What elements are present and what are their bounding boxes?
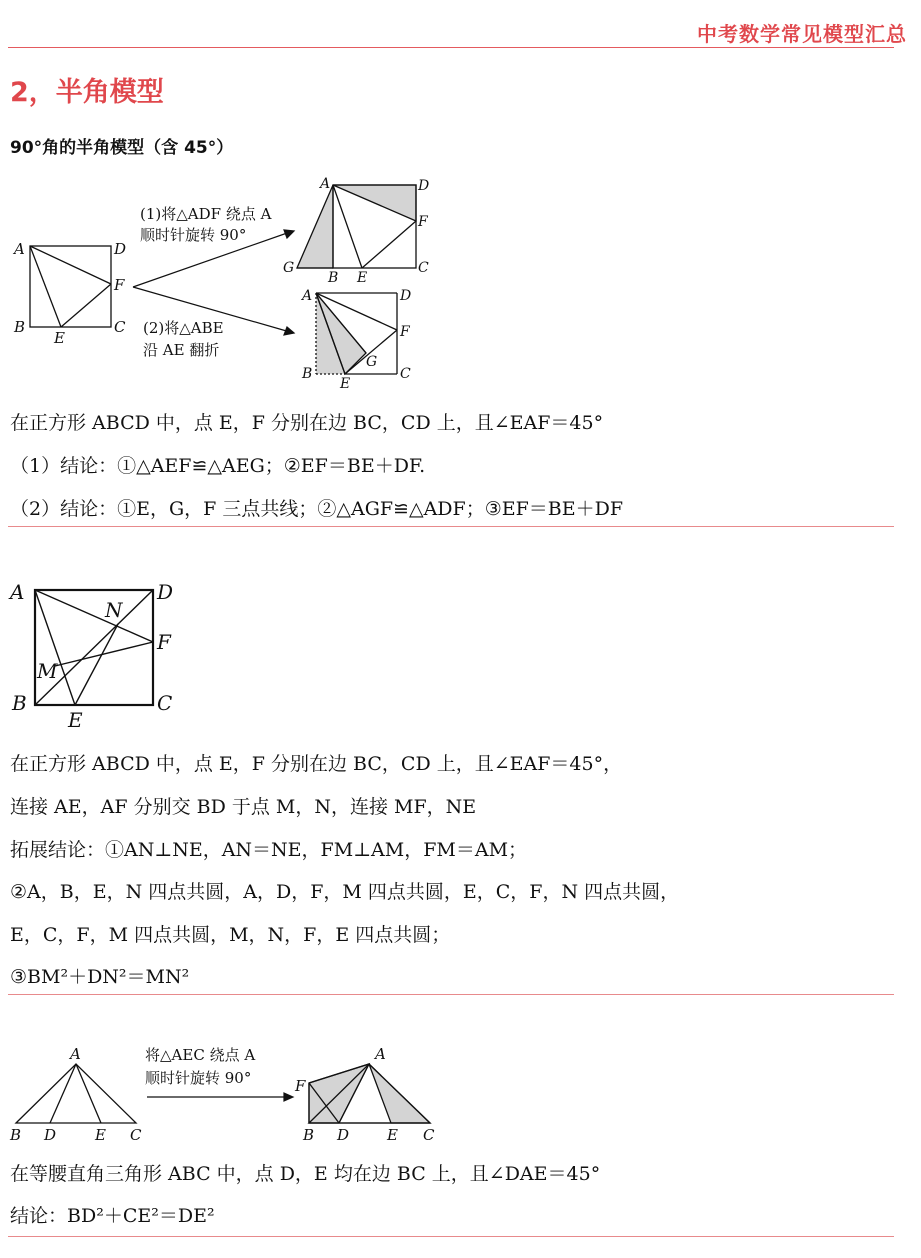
label-c: C — [400, 366, 411, 382]
label-a: A — [10, 580, 25, 604]
arrow3-label-line1: 将△AEC 绕点 A — [145, 1046, 256, 1064]
label-f: F — [418, 214, 428, 230]
label-a: A — [302, 288, 313, 304]
arrow1-label-line1: (1)将△ADF 绕点 A — [140, 205, 272, 223]
block1-line-2: （1）结论：①△AEF≌△AEG；②EF＝BE＋DF. — [10, 455, 426, 477]
figure-1-fold — [316, 293, 397, 374]
label-c: C — [423, 1126, 435, 1144]
figure-1-left-square — [30, 246, 111, 327]
arrow2-label-line2: 沿 AE 翻折 — [143, 341, 220, 359]
label-e: E — [340, 376, 351, 392]
figure-3-right-triangle — [309, 1064, 430, 1123]
label-f: F — [114, 276, 125, 294]
header-title: 中考数学常见模型汇总 — [697, 22, 907, 46]
label-d: D — [418, 178, 430, 194]
figure-3 — [0, 1040, 450, 1150]
label-d: D — [114, 240, 127, 258]
label-d: D — [337, 1126, 350, 1144]
label-b: B — [303, 1126, 315, 1144]
label-f: F — [400, 324, 410, 340]
divider-3 — [8, 1236, 894, 1237]
figure-2 — [0, 575, 190, 735]
label-g: G — [366, 354, 378, 370]
section-subtitle: 90°角的半角模型（含 45°） — [10, 138, 234, 158]
arrow2-label-line1: (2)将△ABE — [143, 319, 224, 337]
label-m: M — [37, 659, 58, 683]
block2-line-2: 连接 AE，AF 分别交 BD 于点 M，N，连接 MF，NE — [10, 796, 477, 818]
label-e: E — [68, 708, 83, 732]
label-a: A — [14, 240, 25, 258]
label-e: E — [357, 270, 368, 286]
label-d: D — [44, 1126, 57, 1144]
block2-line-4: ②A，B，E，N 四点共圆，A，D，F，M 四点共圆，E，C，F，N 四点共圆， — [10, 881, 680, 903]
label-d: D — [400, 288, 412, 304]
section-title: 2，半角模型 — [10, 77, 164, 108]
label-n: N — [105, 598, 123, 622]
label-a: A — [70, 1045, 81, 1063]
label-b: B — [302, 366, 313, 382]
label-c: C — [418, 260, 429, 276]
label-c: C — [157, 691, 173, 715]
arrow1-label-line2: 顺时针旋转 90° — [140, 226, 247, 244]
label-f: F — [157, 630, 171, 654]
figure-1 — [0, 170, 460, 395]
block1-line-3: （2）结论：①E，G，F 三点共线；②△AGF≌△ADF；③EF＝BE＋DF — [10, 498, 624, 520]
header-rule — [8, 47, 894, 48]
label-e: E — [387, 1126, 398, 1144]
block2-line-3: 拓展结论：①AN⊥NE，AN＝NE，FM⊥AM，FM＝AM； — [10, 839, 528, 861]
label-e: E — [95, 1126, 106, 1144]
block1-line-1: 在正方形 ABCD 中，点 E，F 分别在边 BC，CD 上，且∠EAF＝45° — [10, 412, 604, 434]
label-b: B — [10, 1126, 22, 1144]
block2-line-5: E，C，F，M 四点共圆，M，N，F，E 四点共圆； — [10, 924, 451, 946]
label-c: C — [130, 1126, 142, 1144]
label-a: A — [320, 176, 331, 192]
label-b: B — [328, 270, 339, 286]
figure-3-left-triangle — [16, 1064, 136, 1123]
block3-line-1: 在等腰直角三角形 ABC 中，点 D，E 均在边 BC 上，且∠DAE＝45° — [10, 1163, 601, 1185]
label-d: D — [157, 580, 174, 604]
divider-1 — [8, 526, 894, 527]
label-g: G — [283, 260, 295, 276]
figure-1-rotation — [297, 185, 416, 268]
block2-line-1: 在正方形 ABCD 中，点 E，F 分别在边 BC，CD 上，且∠EAF＝45°， — [10, 753, 623, 775]
label-b: B — [12, 691, 27, 715]
block3-line-2: 结论：BD²＋CE²＝DE² — [10, 1205, 215, 1227]
label-b: B — [14, 318, 26, 336]
label-c: C — [114, 318, 126, 336]
label-a: A — [375, 1045, 386, 1063]
label-f: F — [295, 1077, 306, 1095]
divider-2 — [8, 994, 894, 995]
block2-line-6: ③BM²＋DN²＝MN² — [10, 966, 190, 988]
arrow3-label-line2: 顺时针旋转 90° — [145, 1069, 252, 1087]
label-e: E — [54, 329, 65, 347]
